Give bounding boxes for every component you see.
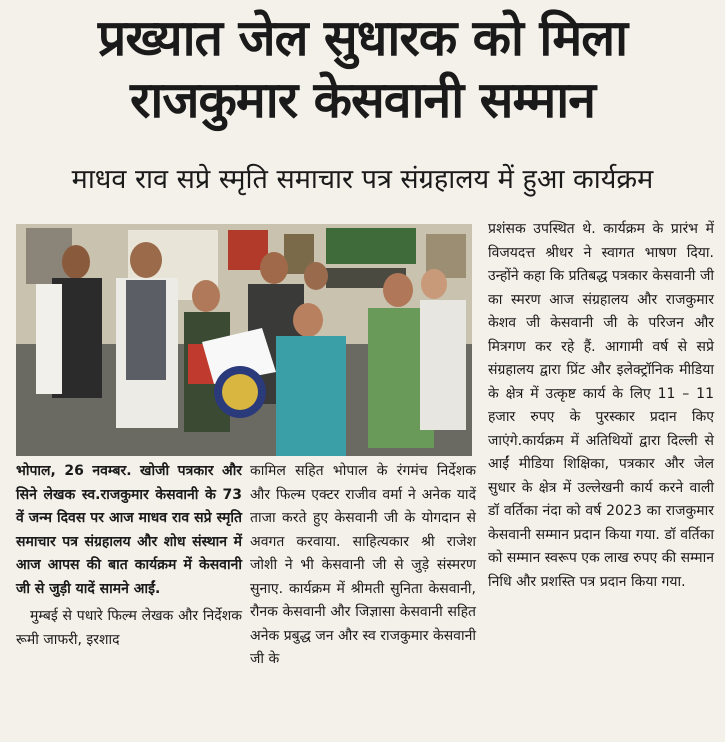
article-lead-paragraph: भोपाल, 26 नवम्बर. खोजी पत्रकार और सिने लेखक स्व.राजकुमार केसवानी के 73 वें जन्म दिवस पर आज माधव राव सप्रे स्मृति समाचार पत्र संग्रहालय और शोध संस्थान में आज आपस की बात कार्यक्रम में केसवानी जी से जुड़ी यादें सामने आईं. (16, 463, 242, 597)
article-column-3 (488, 218, 714, 594)
article-column-1 (16, 460, 242, 652)
subheadline: माधव राव सप्रे स्मृति समाचार पत्र संग्रहालय में हुआ कार्यक्रम (71, 164, 654, 195)
article-paragraph: मुम्बई से पधारे फिल्म लेखक और निर्देशक रूमी जाफरी, इरशाद (16, 608, 242, 648)
photo-illustration (16, 224, 472, 456)
headline-line-1: प्रख्यात जेल सुधारक को मिला (97, 9, 628, 67)
award-ceremony-photo (16, 224, 472, 456)
headline-line-2: राजकुमार केसवानी सम्मान (129, 71, 595, 129)
article-paragraph: कामिल सहित भोपाल के रंगमंच निर्देशक और फिल्म एक्टर राजीव वर्मा ने अनेक यादें ताजा करते हुए केसवानी जी के योगदान से अवगत करवाया. साहित्यकार श्री राजेश जोशी ने भी केसवानी जी से जुड़े संस्मरण सुनाए. कार्यक्रम में श्रीमती सुनिता केसवानी, रौनक केसवानी और जिज्ञासा केसवानी सहित अनेक प्रबुद्ध जन और स्व राजकुमार केसवानी जी के (250, 463, 476, 667)
article-column-2 (250, 460, 476, 672)
article-paragraph: प्रशंसक उपस्थित थे. कार्यक्रम के प्रारंभ में विजयदत्त श्रीधर ने स्वागत भाषण दिया. उन्होंने कहा कि प्रतिबद्ध पत्रकार केसवानी जी का स्मरण आज संग्रहालय और राजकुमार केशव जी केसवानी जी के परिजन और मित्रगण कर रहे हैं. आगामी वर्ष से सप्रे संग्रहालय द्वारा प्रिंट और इलेक्ट्रॉनिक मीडिया के क्षेत्र में उत्कृष्ट कार्य के लिए 11 – 11 हजार रुपए के पुरस्कार प्रदान किए जाएंगे.कार्यक्रम में अतिथियों द्वारा दिल्ली से आईं मीडिया शिक्षिका, पत्रकार और जेल सुधार के क्षेत्र में उल्लेखनी कार्य करने वाली डॉ वर्तिका नंदा को वर्ष 2023 का राजकुमार केसवानी सम्मान प्रदान किया गया. डॉ वर्तिका को सम्मान स्वरूप एक लाख रुपए की सम्मान निधि और प्रशस्ति पत्र प्रदान किया गया. (488, 221, 714, 590)
